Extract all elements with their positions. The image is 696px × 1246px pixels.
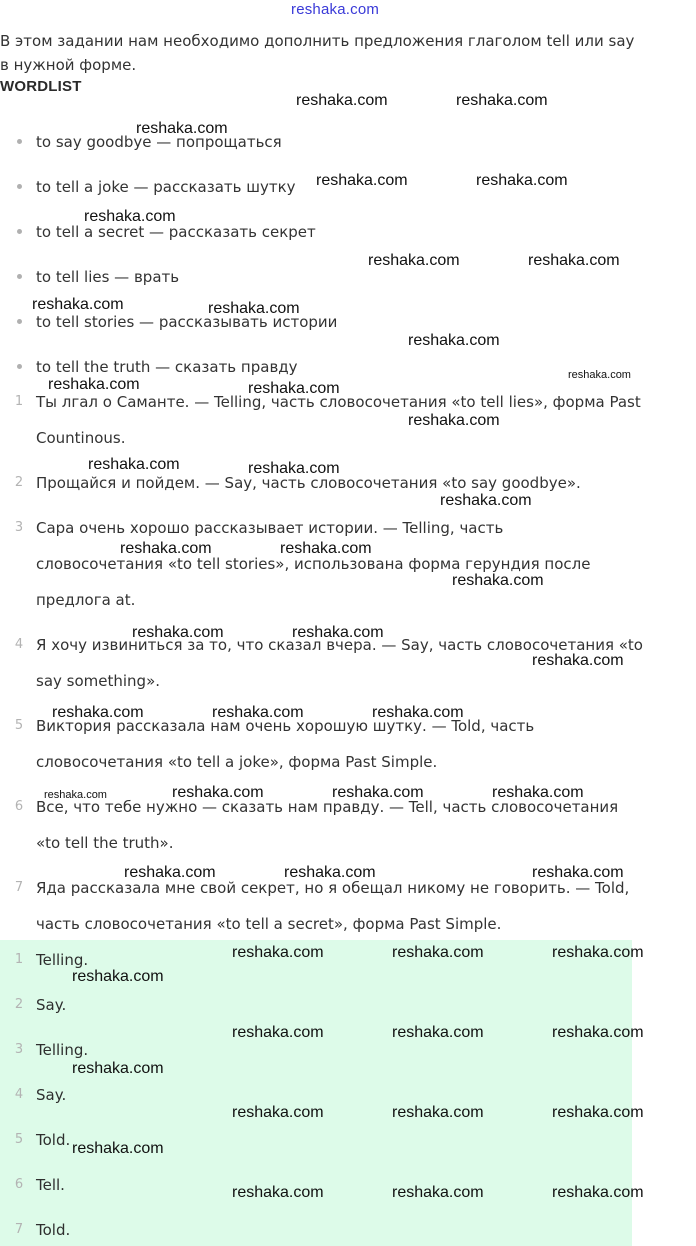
watermark-text: reshaka.com — [552, 1184, 644, 1201]
watermark-text: reshaka.com — [552, 944, 644, 961]
item-number: 6 — [14, 799, 24, 814]
watermark-text: reshaka.com — [296, 92, 388, 109]
wordlist-item-text: to say goodbye — попрощаться — [36, 133, 282, 151]
item-number: 6 — [14, 1177, 24, 1192]
item-number: 4 — [14, 637, 24, 652]
watermark-text: reshaka.com — [232, 1184, 324, 1201]
wordlist-item-text: to tell the truth — сказать правду — [36, 358, 298, 376]
watermark-text: reshaka.com — [248, 460, 340, 477]
item-number: 3 — [14, 520, 24, 535]
intro-line-1: В этом задании нам необходимо дополнить предложения глаголом tell или say — [0, 32, 635, 50]
watermark-text: reshaka.com — [456, 92, 548, 109]
item-number: 1 — [14, 394, 24, 409]
watermark-text: reshaka.com — [284, 864, 376, 881]
watermark-text: reshaka.com — [212, 704, 304, 721]
wordlist-item-text: to tell a joke — рассказать шутку — [36, 178, 296, 196]
explanation-text: Все, что тебе нужно — сказать нам правду. — Tell, часть словосочетания «to tell the truth». — [36, 798, 619, 852]
answer-item — [0, 1173, 632, 1197]
answer-text: Say. — [36, 1086, 67, 1104]
bullet-icon — [17, 229, 22, 234]
explanation-text: Виктория рассказала нам очень хорошую шутку. — Told, часть словосочетания «to tell a joke», форма Past Simple. — [36, 717, 535, 771]
watermark-text: reshaka.com — [392, 1024, 484, 1041]
answer-text: Telling. — [36, 1041, 89, 1059]
site-link[interactable]: reshaka.com — [291, 1, 380, 18]
answer-item — [0, 993, 632, 1017]
watermark-text: reshaka.com — [568, 369, 631, 381]
watermark-text: reshaka.com — [136, 120, 228, 137]
watermark-text: reshaka.com — [84, 208, 176, 225]
wordlist-item — [36, 176, 296, 198]
watermark-text: reshaka.com — [492, 784, 584, 801]
watermark-text: reshaka.com — [392, 1184, 484, 1201]
watermark-text: reshaka.com — [440, 492, 532, 509]
wordlist-heading: WORDLIST — [0, 78, 82, 95]
bullet-icon — [17, 319, 22, 324]
watermark-text: reshaka.com — [280, 540, 372, 557]
wordlist-item — [36, 221, 316, 243]
watermark-text: reshaka.com — [452, 572, 544, 589]
watermark-text: reshaka.com — [392, 1104, 484, 1121]
watermark-text: reshaka.com — [392, 944, 484, 961]
item-number: 7 — [14, 1222, 24, 1237]
answer-text: Told. — [36, 1131, 71, 1149]
watermark-text: reshaka.com — [476, 172, 568, 189]
intro-text — [0, 29, 690, 74]
wordlist-item-text: to tell stories — рассказывать истории — [36, 313, 338, 331]
watermark-text: reshaka.com — [132, 624, 224, 641]
item-number: 7 — [14, 880, 24, 895]
watermark-text: reshaka.com — [528, 252, 620, 269]
watermark-text: reshaka.com — [72, 1060, 164, 1077]
item-number: 3 — [14, 1042, 24, 1057]
answer-text: Told. — [36, 1221, 71, 1239]
item-number: 5 — [14, 1132, 24, 1147]
watermark-text: reshaka.com — [552, 1104, 644, 1121]
watermark-text: reshaka.com — [232, 1104, 324, 1121]
answer-text: Say. — [36, 996, 67, 1014]
wordlist-item-text: to tell lies — врать — [36, 268, 180, 286]
wordlist-item-text: to tell a secret — рассказать секрет — [36, 223, 316, 241]
wordlist-item — [36, 266, 179, 288]
watermark-text: reshaka.com — [72, 1140, 164, 1157]
watermark-text: reshaka.com — [368, 252, 460, 269]
answer-item — [0, 1128, 632, 1152]
item-number: 5 — [14, 718, 24, 733]
watermark-text: reshaka.com — [248, 380, 340, 397]
bullet-icon — [17, 139, 22, 144]
watermark-text: reshaka.com — [532, 864, 624, 881]
watermark-text: reshaka.com — [124, 864, 216, 881]
explanation-text: Яда рассказала мне свой секрет, но я обещал никому не говорить. — Told, часть словосочетания «to tell a secret», форма Past Simple. — [36, 879, 630, 933]
answer-text: Tell. — [36, 1176, 65, 1194]
answer-item — [0, 1083, 632, 1107]
watermark-text: reshaka.com — [52, 704, 144, 721]
answer-item — [0, 948, 632, 972]
watermark-text: reshaka.com — [44, 789, 107, 801]
answer-item — [0, 1038, 632, 1062]
watermark-text: reshaka.com — [172, 784, 264, 801]
wordlist-item — [36, 356, 298, 378]
watermark-text: reshaka.com — [292, 624, 384, 641]
explanation-text: Сара очень хорошо рассказывает истории. — Telling, часть словосочетания «to tell stories», использована форма герундия после предлога at. — [36, 519, 591, 609]
answer-text: Telling. — [36, 951, 89, 969]
watermark-text: reshaka.com — [408, 412, 500, 429]
intro-line-2-clipped: в нужной форме. — [0, 56, 137, 74]
watermark-text: reshaka.com — [120, 540, 212, 557]
item-number: 1 — [14, 952, 24, 967]
watermark-text: reshaka.com — [552, 1024, 644, 1041]
watermark-text: reshaka.com — [32, 296, 124, 313]
explanation-text: Ты лгал о Саманте. — Telling, часть словосочетания «to tell lies», форма Past Countinous. — [36, 393, 641, 447]
watermark-text: reshaka.com — [372, 704, 464, 721]
watermark-text: reshaka.com — [316, 172, 408, 189]
wordlist-item — [36, 311, 337, 333]
item-number: 2 — [14, 475, 24, 490]
item-number: 4 — [14, 1087, 24, 1102]
bullet-icon — [17, 274, 22, 279]
watermark-text: reshaka.com — [72, 968, 164, 985]
watermark-text: reshaka.com — [88, 456, 180, 473]
watermark-text: reshaka.com — [232, 1024, 324, 1041]
answer-item — [0, 1218, 632, 1242]
watermark-text: reshaka.com — [332, 784, 424, 801]
watermark-text: reshaka.com — [48, 376, 140, 393]
item-number: 2 — [14, 997, 24, 1012]
explanation-text: Прощайся и пойдем. — Say, часть словосочетания «to say goodbye». — [36, 474, 581, 492]
answers-panel — [0, 940, 632, 1246]
watermark-text: reshaka.com — [532, 652, 624, 669]
wordlist-item — [36, 131, 282, 153]
watermark-text: reshaka.com — [232, 944, 324, 961]
bullet-icon — [17, 364, 22, 369]
bullet-icon — [17, 184, 22, 189]
explanation-text: Я хочу извиниться за то, что сказал вчера. — Say, часть словосочетания «to say something». — [36, 636, 643, 690]
watermark-text: reshaka.com — [208, 300, 300, 317]
watermark-text: reshaka.com — [408, 332, 500, 349]
